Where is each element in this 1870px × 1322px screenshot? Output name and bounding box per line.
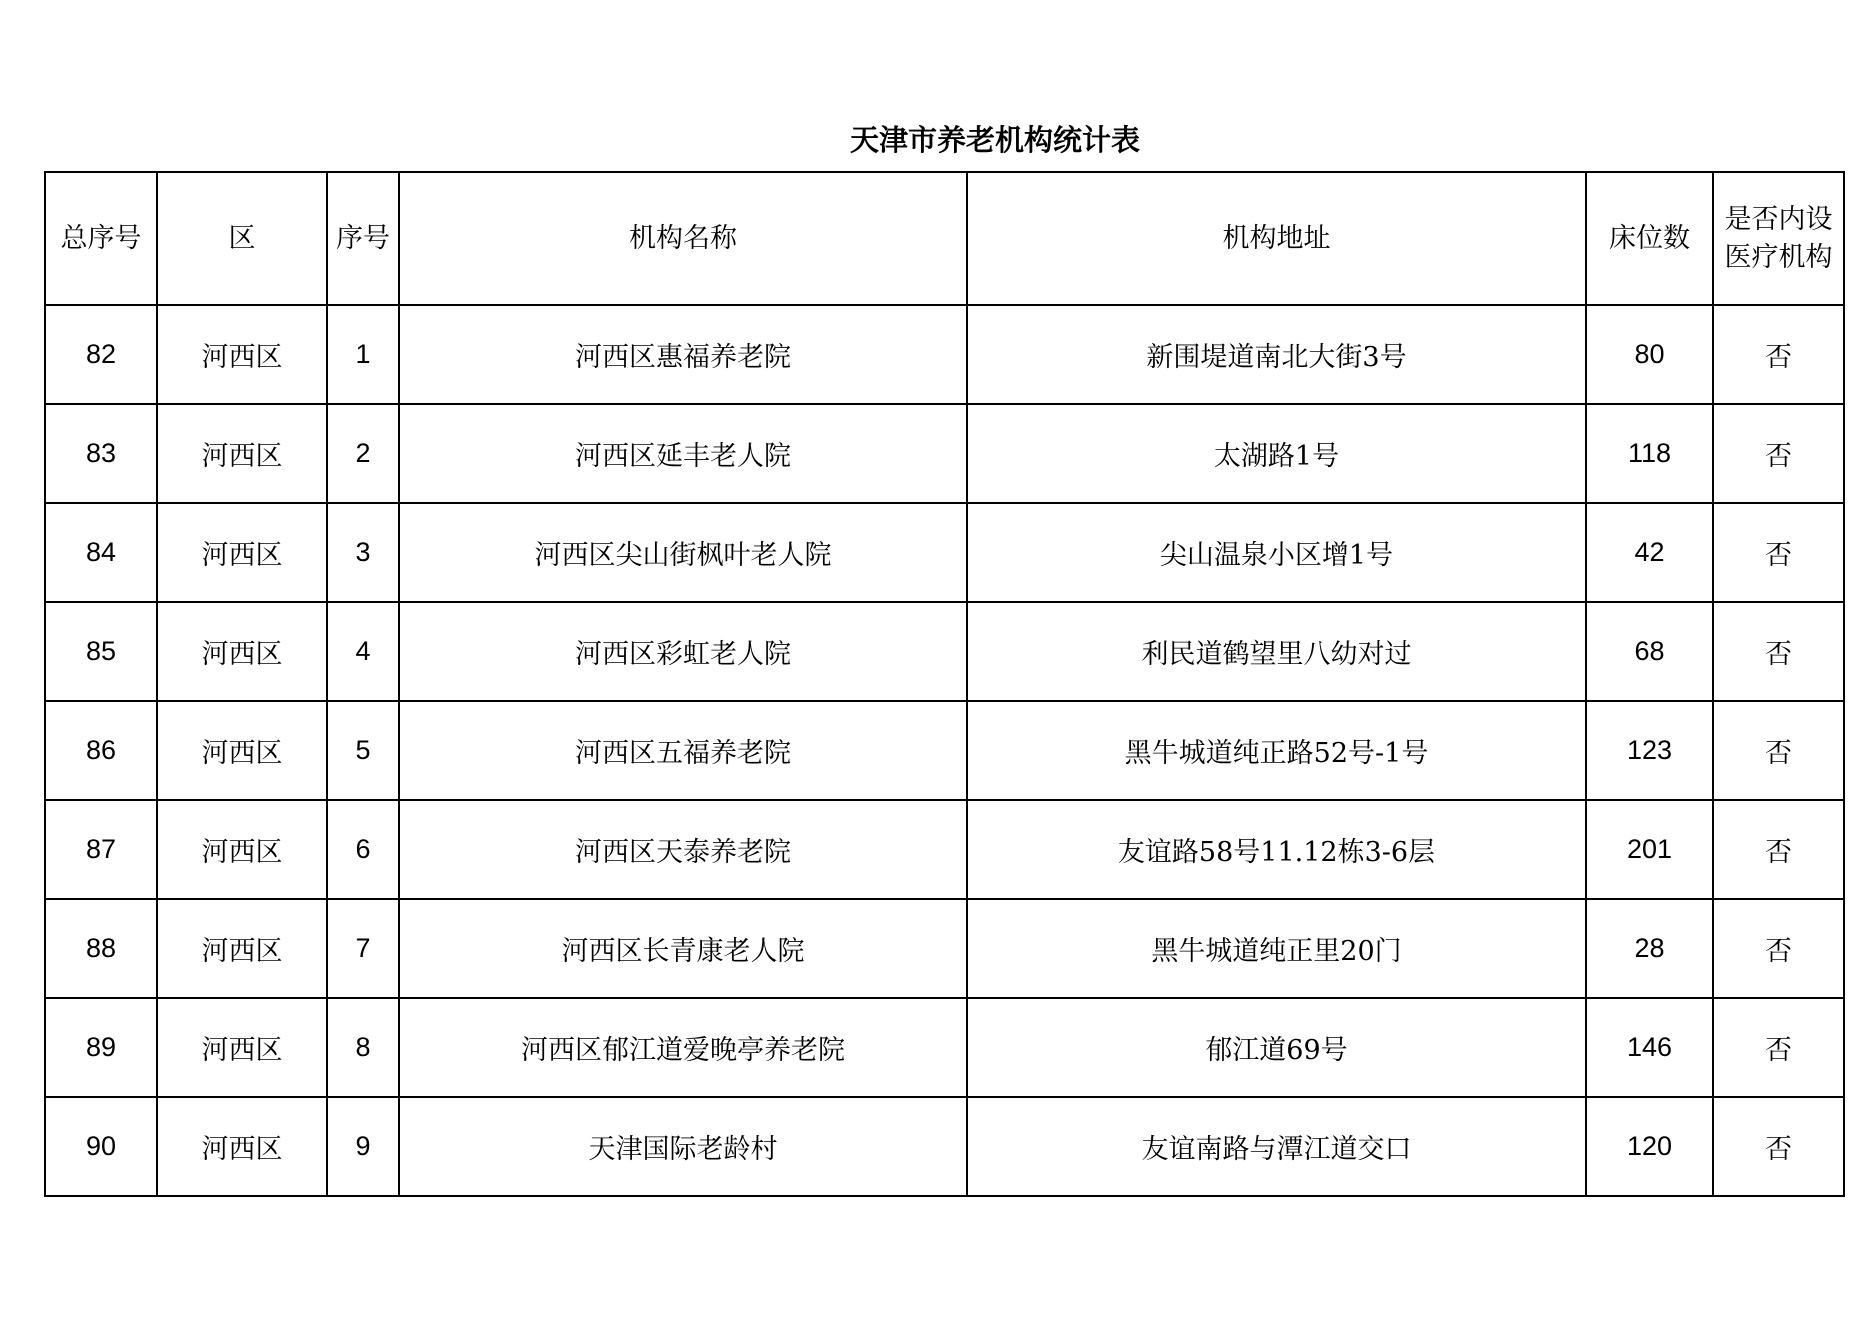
cell-total-no: 86 — [45, 701, 157, 800]
cell-name: 河西区惠福养老院 — [399, 305, 967, 404]
cell-total-no: 88 — [45, 899, 157, 998]
table-row — [45, 602, 1844, 701]
cell-medical: 否 — [1713, 1097, 1844, 1196]
table-row — [45, 800, 1844, 899]
cell-beds: 123 — [1586, 701, 1713, 800]
cell-address: 郁江道69号 — [967, 998, 1586, 1097]
cell-address: 黑牛城道纯正里20门 — [967, 899, 1586, 998]
cell-district: 河西区 — [157, 1097, 327, 1196]
cell-name: 河西区彩虹老人院 — [399, 602, 967, 701]
cell-beds: 118 — [1586, 404, 1713, 503]
cell-address: 新围堤道南北大街3号 — [967, 305, 1586, 404]
cell-district: 河西区 — [157, 305, 327, 404]
cell-beds: 42 — [1586, 503, 1713, 602]
cell-address: 友谊南路与潭江道交口 — [967, 1097, 1586, 1196]
header-beds: 床位数 — [1586, 172, 1713, 305]
cell-address: 友谊路58号11.12栋3-6层 — [967, 800, 1586, 899]
cell-name: 河西区尖山街枫叶老人院 — [399, 503, 967, 602]
cell-no: 9 — [327, 1097, 399, 1196]
cell-beds: 120 — [1586, 1097, 1713, 1196]
cell-address: 尖山温泉小区增1号 — [967, 503, 1586, 602]
cell-medical: 否 — [1713, 899, 1844, 998]
table-row — [45, 998, 1844, 1097]
cell-medical: 否 — [1713, 503, 1844, 602]
header-no: 序号 — [327, 172, 399, 305]
cell-district: 河西区 — [157, 701, 327, 800]
cell-address: 黑牛城道纯正路52号-1号 — [967, 701, 1586, 800]
cell-total-no: 90 — [45, 1097, 157, 1196]
cell-total-no: 83 — [45, 404, 157, 503]
header-name: 机构名称 — [399, 172, 967, 305]
cell-name: 河西区郁江道爱晚亭养老院 — [399, 998, 967, 1097]
cell-no: 1 — [327, 305, 399, 404]
cell-district: 河西区 — [157, 503, 327, 602]
cell-no: 7 — [327, 899, 399, 998]
cell-total-no: 85 — [45, 602, 157, 701]
cell-total-no: 87 — [45, 800, 157, 899]
cell-medical: 否 — [1713, 404, 1844, 503]
table-row — [45, 503, 1844, 602]
cell-district: 河西区 — [157, 404, 327, 503]
cell-medical: 否 — [1713, 701, 1844, 800]
table-row — [45, 404, 1844, 503]
cell-medical: 否 — [1713, 998, 1844, 1097]
header-medical: 是否内设医疗机构 — [1713, 172, 1844, 305]
cell-beds: 28 — [1586, 899, 1713, 998]
cell-no: 5 — [327, 701, 399, 800]
cell-medical: 否 — [1713, 602, 1844, 701]
cell-total-no: 84 — [45, 503, 157, 602]
table-row — [45, 701, 1844, 800]
cell-address: 利民道鹤望里八幼对过 — [967, 602, 1586, 701]
header-total-no: 总序号 — [45, 172, 157, 305]
cell-beds: 146 — [1586, 998, 1713, 1097]
cell-district: 河西区 — [157, 899, 327, 998]
table-row — [45, 305, 1844, 404]
cell-address: 太湖路1号 — [967, 404, 1586, 503]
page-title: 天津市养老机构统计表 — [849, 123, 1140, 157]
cell-district: 河西区 — [157, 998, 327, 1097]
cell-no: 8 — [327, 998, 399, 1097]
cell-no: 3 — [327, 503, 399, 602]
header-row — [45, 172, 1844, 305]
header-district: 区 — [157, 172, 327, 305]
table-row — [45, 1097, 1844, 1196]
header-address: 机构地址 — [967, 172, 1586, 305]
cell-name: 河西区五福养老院 — [399, 701, 967, 800]
cell-beds: 80 — [1586, 305, 1713, 404]
cell-total-no: 82 — [45, 305, 157, 404]
cell-medical: 否 — [1713, 800, 1844, 899]
cell-beds: 201 — [1586, 800, 1713, 899]
cell-district: 河西区 — [157, 602, 327, 701]
cell-beds: 68 — [1586, 602, 1713, 701]
cell-total-no: 89 — [45, 998, 157, 1097]
cell-no: 6 — [327, 800, 399, 899]
cell-district: 河西区 — [157, 800, 327, 899]
cell-no: 2 — [327, 404, 399, 503]
institutions-table — [44, 171, 1845, 1197]
cell-name: 河西区天泰养老院 — [399, 800, 967, 899]
cell-name: 河西区长青康老人院 — [399, 899, 967, 998]
cell-no: 4 — [327, 602, 399, 701]
table-row — [45, 899, 1844, 998]
cell-name: 天津国际老龄村 — [399, 1097, 967, 1196]
cell-medical: 否 — [1713, 305, 1844, 404]
cell-name: 河西区延丰老人院 — [399, 404, 967, 503]
